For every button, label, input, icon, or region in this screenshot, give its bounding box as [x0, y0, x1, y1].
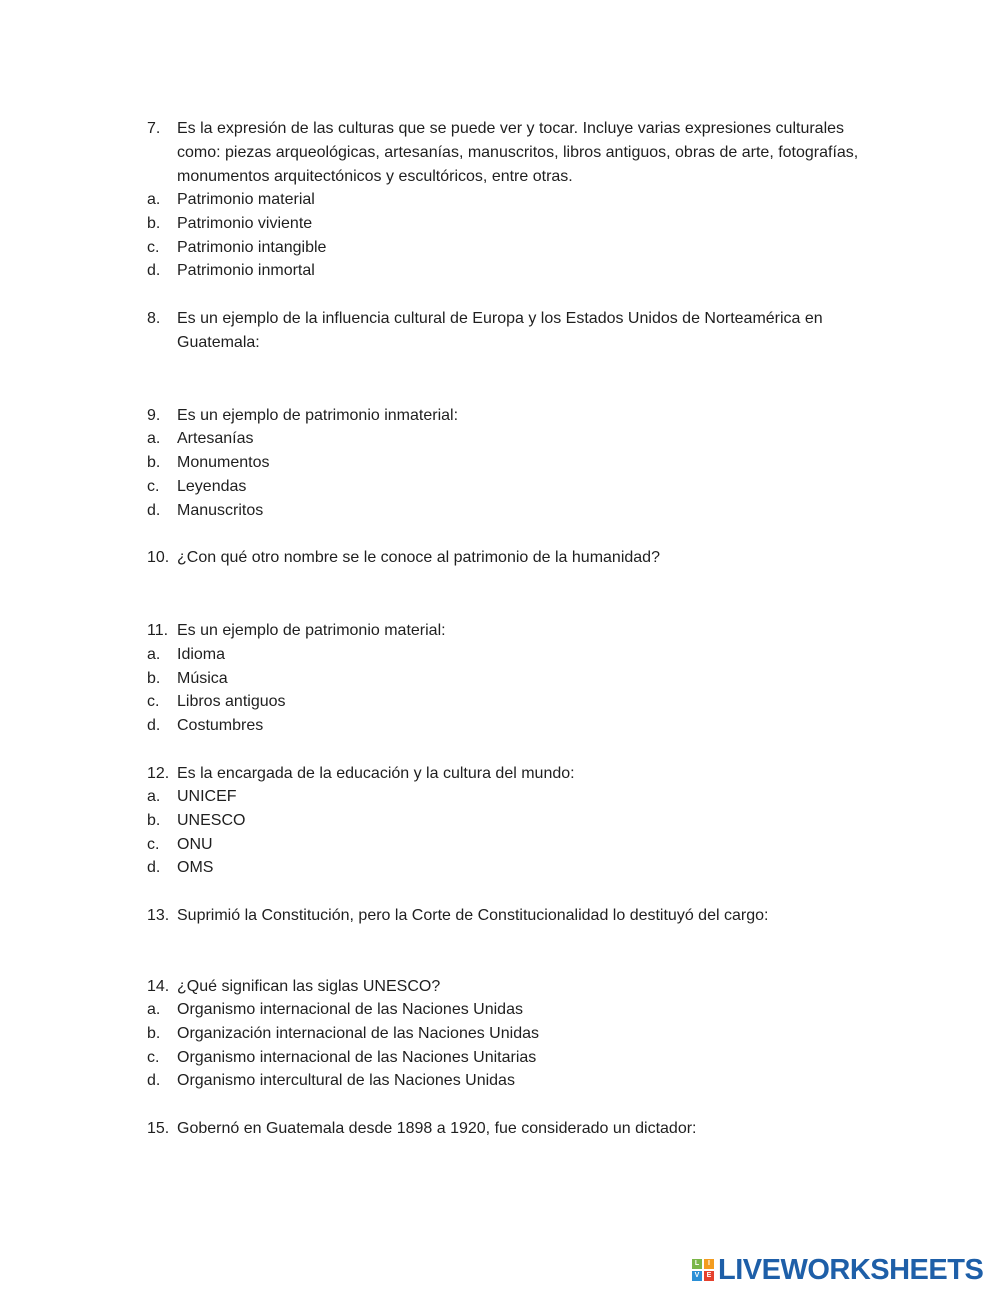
question-number: 8.: [147, 310, 161, 327]
option-text: Leyendas: [177, 478, 247, 495]
option-letter: c.: [147, 478, 160, 495]
liveworksheets-logo-icon: [692, 1259, 714, 1281]
option-text: Monumentos: [177, 454, 270, 471]
option-text: UNICEF: [177, 788, 237, 805]
option-text: UNESCO: [177, 812, 246, 829]
question-number: 10.: [147, 549, 170, 566]
option-letter: c.: [147, 836, 160, 853]
question-number: 12.: [147, 765, 170, 782]
question-number: 14.: [147, 978, 170, 995]
question-text: ¿Con qué otro nombre se le conoce al patrimonio de la humanidad?: [177, 549, 660, 566]
question-text-cont: monumentos arquitectónicos y escultóricos, entre otras.: [177, 168, 573, 185]
option-text: Patrimonio intangible: [177, 239, 327, 256]
option-text: Organismo intercultural de las Naciones Unidas: [177, 1072, 515, 1089]
option-letter: a.: [147, 788, 161, 805]
logo-mark-cell: L: [692, 1259, 702, 1269]
question-text: ¿Qué significan las siglas UNESCO?: [177, 978, 441, 995]
option-text: Patrimonio inmortal: [177, 262, 315, 279]
option-text: Manuscritos: [177, 502, 264, 519]
option-text: OMS: [177, 859, 214, 876]
question-number: 15.: [147, 1120, 170, 1137]
option-letter: c.: [147, 1049, 160, 1066]
question-text-cont: como: piezas arqueológicas, artesanías, manuscritos, libros antiguos, obras de arte, fotografías,: [177, 144, 859, 161]
option-letter: b.: [147, 812, 161, 829]
option-letter: d.: [147, 859, 161, 876]
option-text: Organismo internacional de las Naciones Unidas: [177, 1001, 523, 1018]
logo-mark-cell: E: [704, 1271, 714, 1281]
question-number: 11.: [147, 622, 169, 639]
option-letter: a.: [147, 191, 161, 208]
option-text: Artesanías: [177, 430, 254, 447]
question-number: 13.: [147, 907, 170, 924]
option-text: Organismo internacional de las Naciones Unitarias: [177, 1049, 537, 1066]
option-text: Patrimonio viviente: [177, 215, 313, 232]
question-text: Es un ejemplo de patrimonio material:: [177, 622, 446, 639]
logo-mark-cell: V: [692, 1271, 702, 1281]
option-letter: a.: [147, 430, 161, 447]
question-text: Es un ejemplo de la influencia cultural de Europa y los Estados Unidos de Norteamérica en: [177, 310, 823, 327]
option-letter: d.: [147, 262, 161, 279]
option-letter: d.: [147, 1072, 161, 1089]
option-letter: d.: [147, 717, 161, 734]
option-letter: d.: [147, 502, 161, 519]
option-text: ONU: [177, 836, 213, 853]
option-letter: c.: [147, 239, 160, 256]
question-text: Es un ejemplo de patrimonio inmaterial:: [177, 407, 459, 424]
question-text: Es la expresión de las culturas que se puede ver y tocar. Incluye varias expresiones culturales: [177, 120, 845, 137]
question-number: 7.: [147, 120, 161, 137]
option-letter: b.: [147, 215, 161, 232]
option-letter: b.: [147, 670, 161, 687]
option-text: Costumbres: [177, 717, 264, 734]
question-text: Gobernó en Guatemala desde 1898 a 1920, fue considerado un dictador:: [177, 1120, 697, 1137]
liveworksheets-logo: [692, 1254, 983, 1286]
question-text: Es la encargada de la educación y la cultura del mundo:: [177, 765, 575, 782]
logo-text: LIVEWORKSHEETS: [718, 1253, 984, 1286]
option-text: Organización internacional de las Naciones Unidas: [177, 1025, 539, 1042]
option-letter: c.: [147, 693, 160, 710]
option-text: Idioma: [177, 646, 226, 663]
option-text: Música: [177, 670, 228, 687]
option-letter: b.: [147, 1025, 161, 1042]
question-number: 9.: [147, 407, 161, 424]
option-text: Libros antiguos: [177, 693, 286, 710]
option-letter: a.: [147, 1001, 161, 1018]
question-text: Suprimió la Constitución, pero la Corte de Constitucionalidad lo destituyó del cargo:: [177, 907, 769, 924]
question-text-cont: Guatemala:: [177, 334, 260, 351]
option-letter: b.: [147, 454, 161, 471]
option-text: Patrimonio material: [177, 191, 315, 208]
logo-mark-cell: I: [704, 1259, 714, 1269]
option-letter: a.: [147, 646, 161, 663]
